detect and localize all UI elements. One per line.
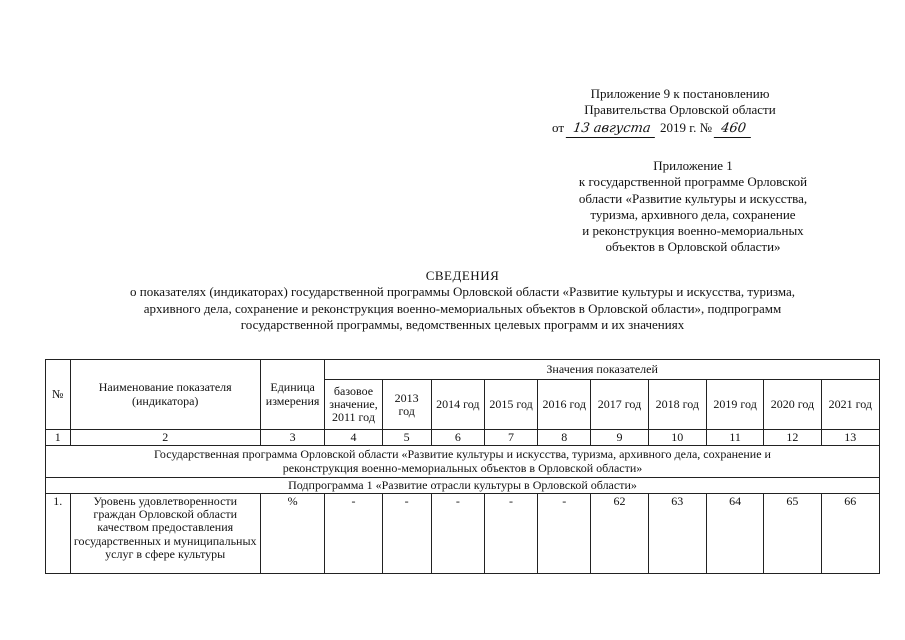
annex1-line: туризма, архивного дела, сохранение — [590, 206, 796, 222]
header-year: 2016 год — [538, 380, 591, 430]
header-year: 2014 год — [431, 380, 484, 430]
column-number: 13 — [821, 430, 879, 446]
handwritten-date: 13 августа — [566, 121, 658, 138]
column-number: 4 — [325, 430, 382, 446]
column-number: 8 — [538, 430, 591, 446]
header-year: 2013 год — [382, 380, 431, 430]
subprogram-title: Подпрограмма 1 «Развитие отрасли культуры в Орловской области» — [46, 477, 880, 493]
annex9-title: Приложение 9 к постановлению — [590, 86, 770, 101]
row-unit: % — [260, 493, 324, 573]
date-prefix: от — [552, 120, 565, 135]
row-value: - — [538, 493, 591, 573]
column-number: 12 — [764, 430, 821, 446]
column-number: 7 — [484, 430, 537, 446]
header-year: 2020 год — [764, 380, 821, 430]
document-subtitle-line: архивного дела, сохранение и реконструкция военно-мемориальных объектов в Орловской области», подпрограмм — [143, 300, 782, 316]
header-year: 2019 год — [706, 380, 763, 430]
annex9-header — [520, 86, 840, 117]
column-number: 10 — [648, 430, 706, 446]
document-heading: СВЕДЕНИЯ — [425, 268, 500, 283]
document-subtitle-line: государственной программы, ведомственных целевых программ и их значениях — [240, 316, 685, 332]
header-indicator-name: Наименование показателя (индикатора) — [70, 360, 260, 430]
row-value: - — [382, 493, 431, 573]
document-title-block — [40, 268, 885, 333]
header-year: 2018 год — [648, 380, 706, 430]
annex1-line: и реконструкция военно-мемориальных — [582, 223, 804, 238]
row-value: - — [431, 493, 484, 573]
annex1-line: к государственной программе Орловской — [578, 174, 808, 190]
row-value: - — [325, 493, 382, 573]
annex9-government: Правительства Орловской области — [584, 101, 776, 117]
row-value: 62 — [591, 493, 648, 573]
header-base-value: базовое значение, 2011 год — [325, 380, 382, 430]
row-value: 64 — [706, 493, 763, 573]
program-title: Государственная программа Орловской области «Развитие культуры и искусства, туризма, архивного дела, сохранение и реконструкция военно-мемориальных объектов в Орловской области» — [46, 446, 880, 477]
row-value: 65 — [764, 493, 821, 573]
annex1-line: Приложение 1 — [653, 158, 733, 173]
resolution-date-line — [552, 120, 752, 138]
header-unit: Единица измерения — [260, 360, 324, 430]
column-number: 6 — [431, 430, 484, 446]
header-year: 2017 год — [591, 380, 648, 430]
document-subtitle-line: о показателях (индикаторах) государственной программы Орловской области «Развитие культуры и искусства, туризма, — [129, 284, 796, 300]
date-year: 2019 г. № — [659, 120, 713, 135]
header-year: 2021 год — [821, 380, 879, 430]
column-number: 9 — [591, 430, 648, 446]
row-value: - — [484, 493, 537, 573]
table-row — [46, 493, 880, 573]
header-num: № — [46, 360, 71, 430]
column-numbers-row — [46, 430, 880, 446]
column-number: 11 — [706, 430, 763, 446]
annex1-line: области «Развитие культуры и искусства, — [578, 190, 808, 206]
subprogram-row — [46, 477, 880, 493]
annex1-line: объектов в Орловской области» — [605, 239, 781, 255]
row-value: 66 — [821, 493, 879, 573]
column-number: 5 — [382, 430, 431, 446]
handwritten-number: 460 — [714, 121, 753, 138]
row-indicator-name: Уровень удовлетворенности граждан Орловской области качеством предоставления государственных и муниципальных услуг в сфере культуры — [70, 493, 260, 573]
column-number: 3 — [260, 430, 324, 446]
program-row — [46, 446, 880, 477]
column-number: 1 — [46, 430, 71, 446]
indicators-table — [45, 359, 880, 574]
row-value: 63 — [648, 493, 706, 573]
header-year: 2015 год — [484, 380, 537, 430]
annex1-block — [548, 158, 838, 256]
header-values-group: Значения показателей — [325, 360, 880, 380]
row-num: 1. — [46, 493, 71, 573]
column-number: 2 — [70, 430, 260, 446]
